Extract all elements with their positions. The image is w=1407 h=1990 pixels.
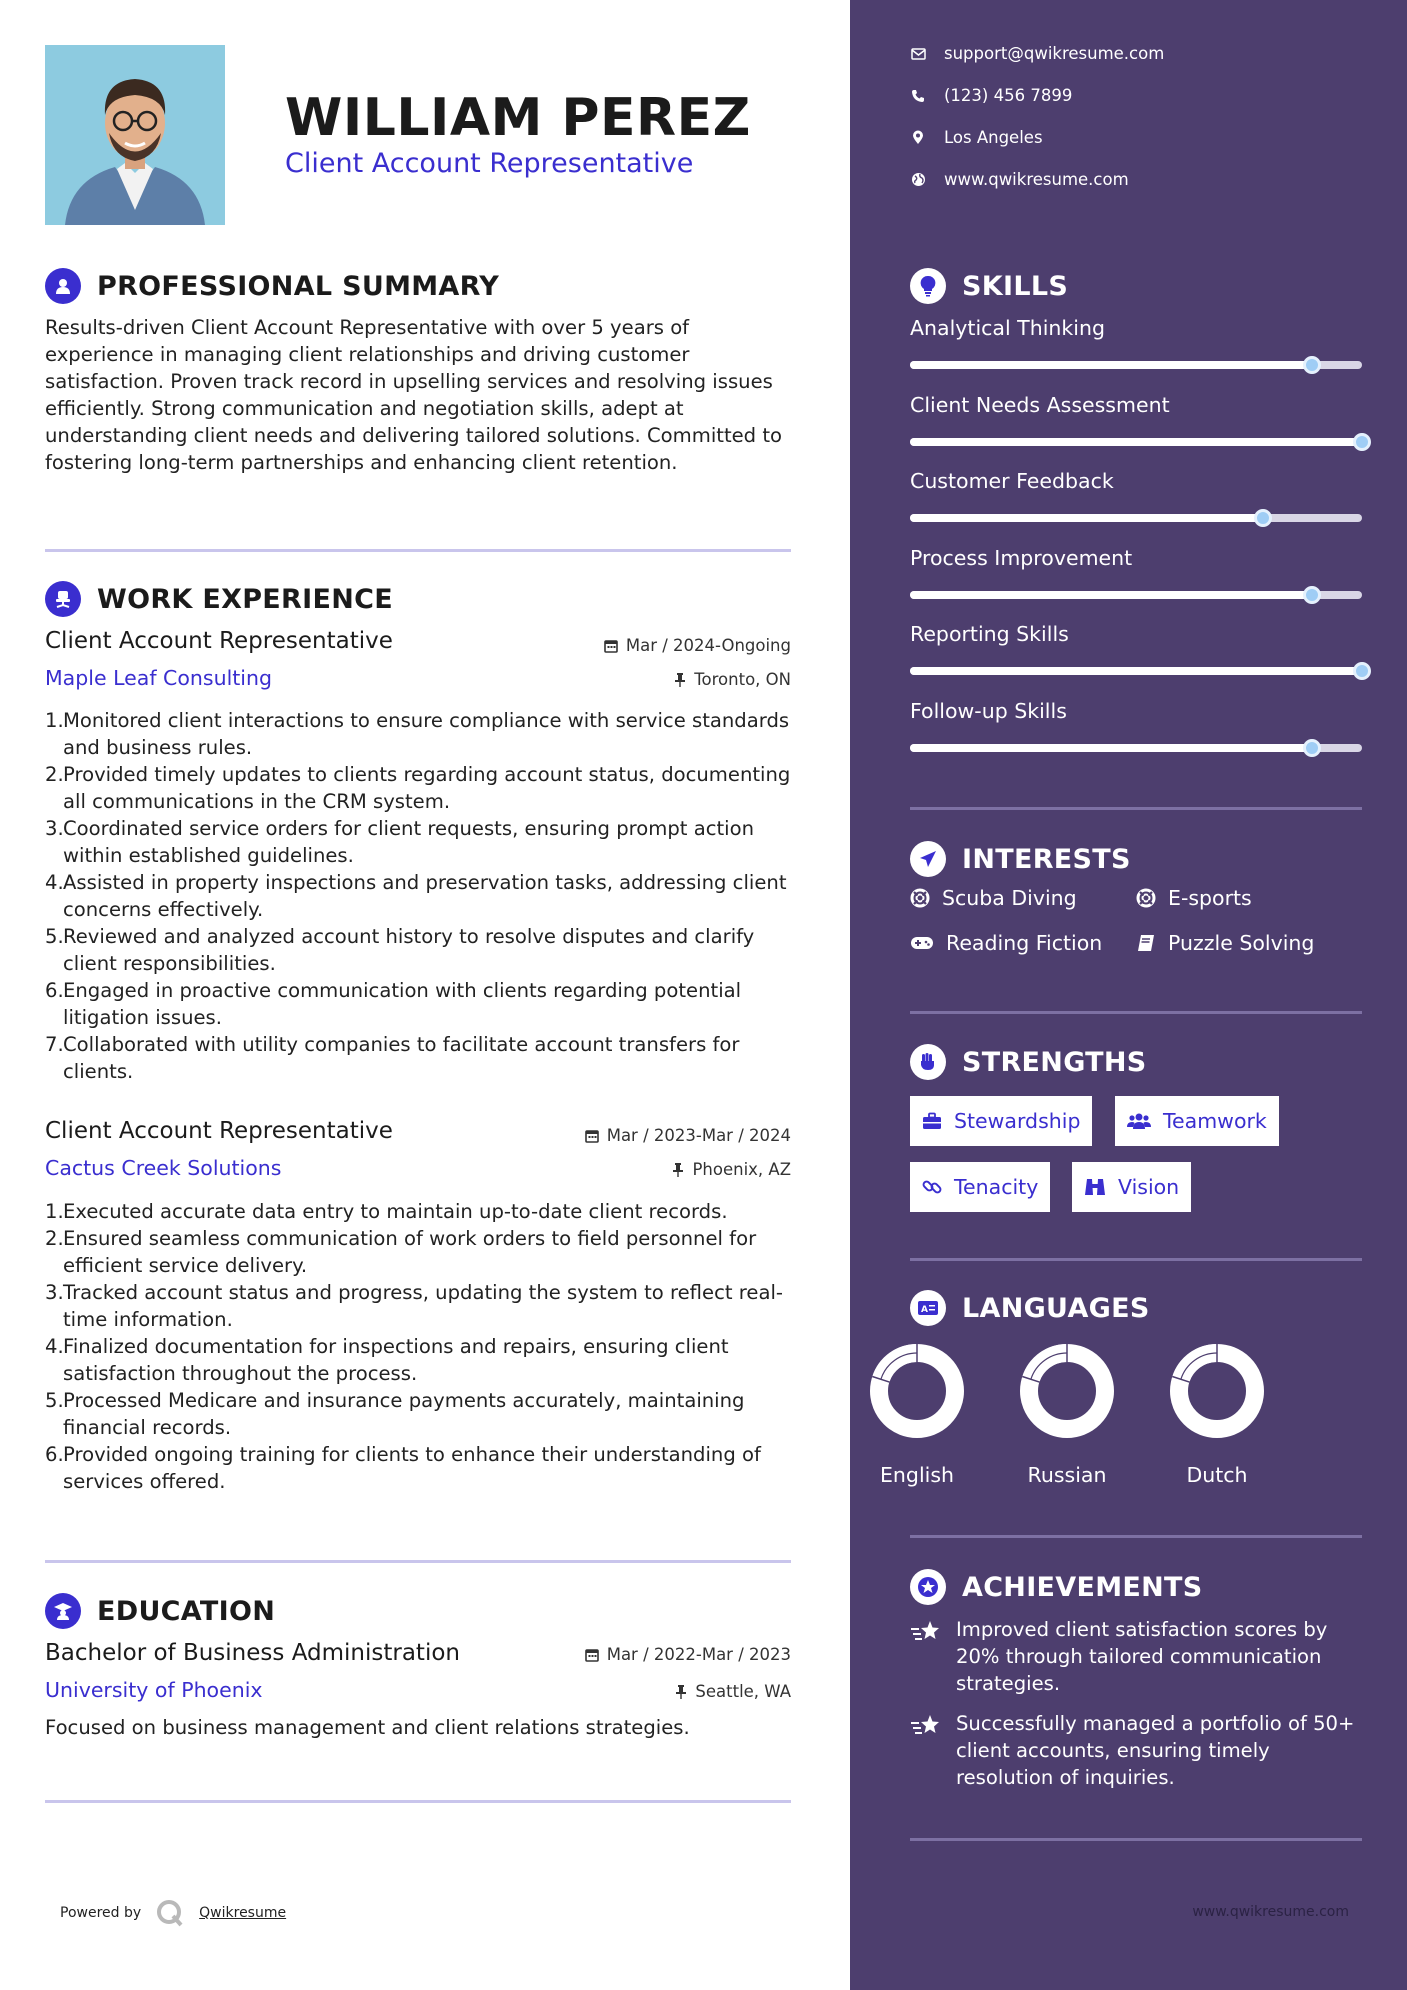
sidebar: [850, 0, 1407, 1990]
job-location: [672, 1160, 791, 1179]
skill-bar-fill: [910, 744, 1312, 752]
job-dates: [585, 1126, 791, 1145]
language-item: [1162, 1343, 1272, 1487]
list-item: 6. Provided ongoing training for clients to enhance their understanding of services offered.: [45, 1443, 761, 1493]
fist-icon: [910, 1044, 946, 1080]
language-label: Dutch: [1186, 1463, 1248, 1487]
languages-heading: LANGUAGES: [962, 1292, 1150, 1324]
experience-heading: WORK EXPERIENCE: [97, 583, 393, 615]
education-location-text: Seattle, WA: [695, 1682, 791, 1701]
language-item: [862, 1343, 972, 1487]
skill-bar-fill: [910, 514, 1263, 522]
achievement-text: Successfully managed a portfolio of 50+ client accounts, ensuring timely resolution of inquiries.: [956, 1712, 1355, 1789]
job-location-text: Toronto, ON: [694, 670, 791, 689]
summary-heading: PROFESSIONAL SUMMARY: [97, 270, 500, 302]
skill-bar: [910, 361, 1362, 369]
list-item: 1. Executed accurate data entry to maintain up-to-date client records.: [45, 1200, 728, 1223]
skill-slider-knob: [1303, 739, 1321, 757]
list-item: 4. Assisted in property inspections and preservation tasks, addressing client concerns effectively.: [45, 871, 787, 921]
calendar-icon: [585, 1129, 599, 1143]
powered-by-label: Powered by: [60, 1905, 142, 1921]
strength-label: Tenacity: [954, 1175, 1039, 1199]
achievements-section-header: [910, 1569, 1203, 1605]
strength-label: Stewardship: [954, 1109, 1081, 1133]
skill-slider-knob: [1353, 433, 1371, 451]
skill-bar-fill: [910, 667, 1362, 675]
gamepad-icon: [910, 935, 934, 951]
map-pin-icon: [910, 130, 926, 146]
skill-label: Customer Feedback: [910, 469, 1114, 493]
interest-item: [910, 931, 1102, 955]
list-item: 7. Collaborated with utility companies to facilitate account transfers for clients.: [45, 1033, 740, 1083]
interest-item: [1136, 931, 1314, 955]
candidate-title: Client Account Representative: [285, 148, 694, 179]
contact-website[interactable]: [910, 170, 1129, 189]
section-divider: [45, 549, 791, 552]
summary-section-header: [45, 268, 499, 304]
user-icon: [45, 268, 81, 304]
interests-section-header: [910, 841, 1131, 877]
lifebuoy-icon: [910, 888, 930, 908]
list-item: 3. Coordinated service orders for client requests, ensuring prompt action within established guidelines.: [45, 817, 755, 867]
footer-website[interactable]: www.qwikresume.com: [1192, 1904, 1349, 1920]
skill-bar-fill: [910, 361, 1312, 369]
language-label: Russian: [1027, 1463, 1107, 1487]
skill-slider-knob: [1353, 662, 1371, 680]
star-badge-icon: [910, 1569, 946, 1605]
section-divider: [910, 1535, 1362, 1538]
section-divider: [45, 1560, 791, 1563]
users-icon: [1127, 1112, 1151, 1130]
pin-icon: [675, 1685, 687, 1699]
link-icon: [922, 1177, 942, 1197]
skill-slider-knob: [1303, 586, 1321, 604]
job-dates: [604, 636, 791, 655]
book-icon: [1136, 933, 1156, 953]
skill-bar-fill: [910, 591, 1312, 599]
section-divider: [910, 1838, 1362, 1841]
svg-text:A: A: [921, 1305, 928, 1315]
job-responsibilities: [45, 1198, 795, 1495]
graduate-icon: [45, 1593, 81, 1629]
interest-item: [910, 886, 1077, 910]
job-title: Client Account Representative: [45, 1118, 393, 1144]
school-name: University of Phoenix: [45, 1678, 263, 1702]
section-divider: [910, 1011, 1362, 1014]
strength-tag: [1115, 1096, 1279, 1146]
language-icon: [910, 1290, 946, 1326]
education-dates-text: Mar / 2022-Mar / 2023: [606, 1645, 791, 1664]
skill-bar-fill: [910, 438, 1362, 446]
contact-email[interactable]: [910, 44, 1164, 63]
education-section-header: [45, 1593, 275, 1629]
language-proficiency-ring: [1169, 1343, 1265, 1439]
education-dates: [585, 1645, 791, 1664]
qwikresume-logo-icon: [155, 1898, 185, 1928]
location-text: Los Angeles: [944, 128, 1043, 147]
list-item: 2. Ensured seamless communication of work orders to field personnel for efficient service delivery.: [45, 1227, 757, 1277]
language-item: [1012, 1343, 1122, 1487]
languages-section-header: [910, 1290, 1150, 1326]
interest-label: Puzzle Solving: [1168, 931, 1315, 955]
lifebuoy-icon: [1136, 888, 1156, 908]
list-item: 4. Finalized documentation for inspections and repairs, ensuring client satisfaction throughout the process.: [45, 1335, 729, 1385]
company-name: Maple Leaf Consulting: [45, 666, 273, 690]
strengths-heading: STRENGTHS: [962, 1046, 1147, 1078]
skill-slider-knob: [1303, 356, 1321, 374]
job-dates-text: Mar / 2023-Mar / 2024: [606, 1126, 791, 1145]
office-chair-icon: [45, 581, 81, 617]
strength-tag: [910, 1162, 1050, 1212]
skill-label: Client Needs Assessment: [910, 392, 1170, 417]
skills-heading: SKILLS: [962, 270, 1069, 302]
contact-phone[interactable]: [910, 86, 1072, 105]
skill-label: Follow-up Skills: [910, 698, 1067, 723]
summary-text: Results-driven Client Account Representative with over 5 years of experience in managing client relationships and driving customer satisfaction. Proven track record in upselling services and resolving issues efficiently. Strong communication and negotiation skills, adept at understanding client needs and delivering tailored solutions. Committed to fostering long-term partnerships and enhancing client retention.: [45, 316, 783, 474]
interest-label: E-sports: [1168, 886, 1252, 910]
calendar-icon: [585, 1648, 599, 1662]
list-item: 2. Provided timely updates to clients regarding account status, documenting all communications in the CRM system.: [45, 763, 791, 813]
job-responsibilities: [45, 707, 795, 1085]
envelope-icon: [910, 46, 926, 62]
job-location: [674, 670, 791, 689]
skill-bar: [910, 514, 1362, 522]
skill-label: Process Improvement: [910, 545, 1133, 570]
job-location-text: Phoenix, AZ: [692, 1160, 791, 1179]
strengths-section-header: [910, 1044, 1147, 1080]
section-divider: [910, 807, 1362, 810]
job-dates-text: Mar / 2024-Ongoing: [625, 636, 791, 655]
profile-photo: [45, 45, 225, 225]
skill-label: Reporting Skills: [910, 622, 1069, 646]
strength-label: Teamwork: [1163, 1109, 1267, 1133]
list-item: 5. Processed Medicare and insurance payments accurately, maintaining financial records.: [45, 1389, 745, 1439]
skills-section-header: [910, 268, 1068, 304]
achievement-item: [910, 1616, 1362, 1697]
achievements-heading: ACHIEVEMENTS: [962, 1571, 1203, 1603]
interest-item: [1136, 886, 1252, 910]
list-item: 3. Tracked account status and progress, updating the system to reflect real-time information.: [45, 1281, 783, 1331]
pin-icon: [672, 1163, 684, 1177]
degree-title: Bachelor of Business Administration: [45, 1640, 460, 1666]
interest-label: Reading Fiction: [946, 931, 1103, 955]
education-location: [675, 1682, 791, 1701]
website-text: www.qwikresume.com: [944, 170, 1129, 189]
strength-tag: [1072, 1162, 1191, 1212]
achievement-item: [910, 1710, 1362, 1791]
job-title: Client Account Representative: [45, 628, 393, 654]
phone-text: (123) 456 7899: [944, 86, 1073, 105]
strength-tag: [910, 1096, 1092, 1146]
section-divider: [910, 1258, 1362, 1261]
interests-heading: INTERESTS: [962, 843, 1131, 875]
strength-label: Vision: [1118, 1175, 1180, 1199]
paper-plane-icon: [910, 841, 946, 877]
qwikresume-link[interactable]: Qwikresume: [199, 1905, 287, 1921]
language-proficiency-ring: [869, 1343, 965, 1439]
interest-label: Scuba Diving: [942, 886, 1077, 910]
skill-label: Analytical Thinking: [910, 316, 1105, 340]
binoculars-icon: [1084, 1177, 1106, 1197]
language-label: English: [879, 1463, 955, 1487]
experience-section-header: [45, 581, 393, 617]
pin-icon: [674, 673, 686, 687]
powered-by-footer: [60, 1898, 286, 1928]
shooting-star-icon: [910, 1710, 942, 1791]
education-description: Focused on business management and client relations strategies.: [45, 1716, 690, 1739]
globe-icon: [910, 172, 926, 188]
skill-bar: [910, 591, 1362, 599]
calendar-icon: [604, 639, 618, 653]
contact-location: [910, 128, 1043, 147]
achievement-text: Improved client satisfaction scores by 20% through tailored communication strategies.: [956, 1618, 1328, 1695]
skill-bar: [910, 667, 1362, 675]
section-divider: [45, 1800, 791, 1803]
list-item: 5. Reviewed and analyzed account history to resolve disputes and clarify client responsibilities.: [45, 925, 755, 975]
shooting-star-icon: [910, 1616, 942, 1697]
email-text: support@qwikresume.com: [944, 44, 1165, 63]
skill-bar: [910, 744, 1362, 752]
lightbulb-icon: [910, 268, 946, 304]
skill-slider-knob: [1254, 509, 1272, 527]
education-heading: EDUCATION: [97, 1595, 276, 1627]
language-proficiency-ring: [1019, 1343, 1115, 1439]
phone-icon: [910, 88, 926, 104]
skill-bar: [910, 438, 1362, 446]
list-item: 6. Engaged in proactive communication with clients regarding potential litigation issues.: [45, 979, 742, 1029]
company-name: Cactus Creek Solutions: [45, 1156, 282, 1180]
candidate-name: WILLIAM PEREZ: [285, 88, 751, 148]
briefcase-icon: [922, 1112, 942, 1130]
list-item: 1. Monitored client interactions to ensure compliance with service standards and business rules.: [45, 709, 790, 759]
